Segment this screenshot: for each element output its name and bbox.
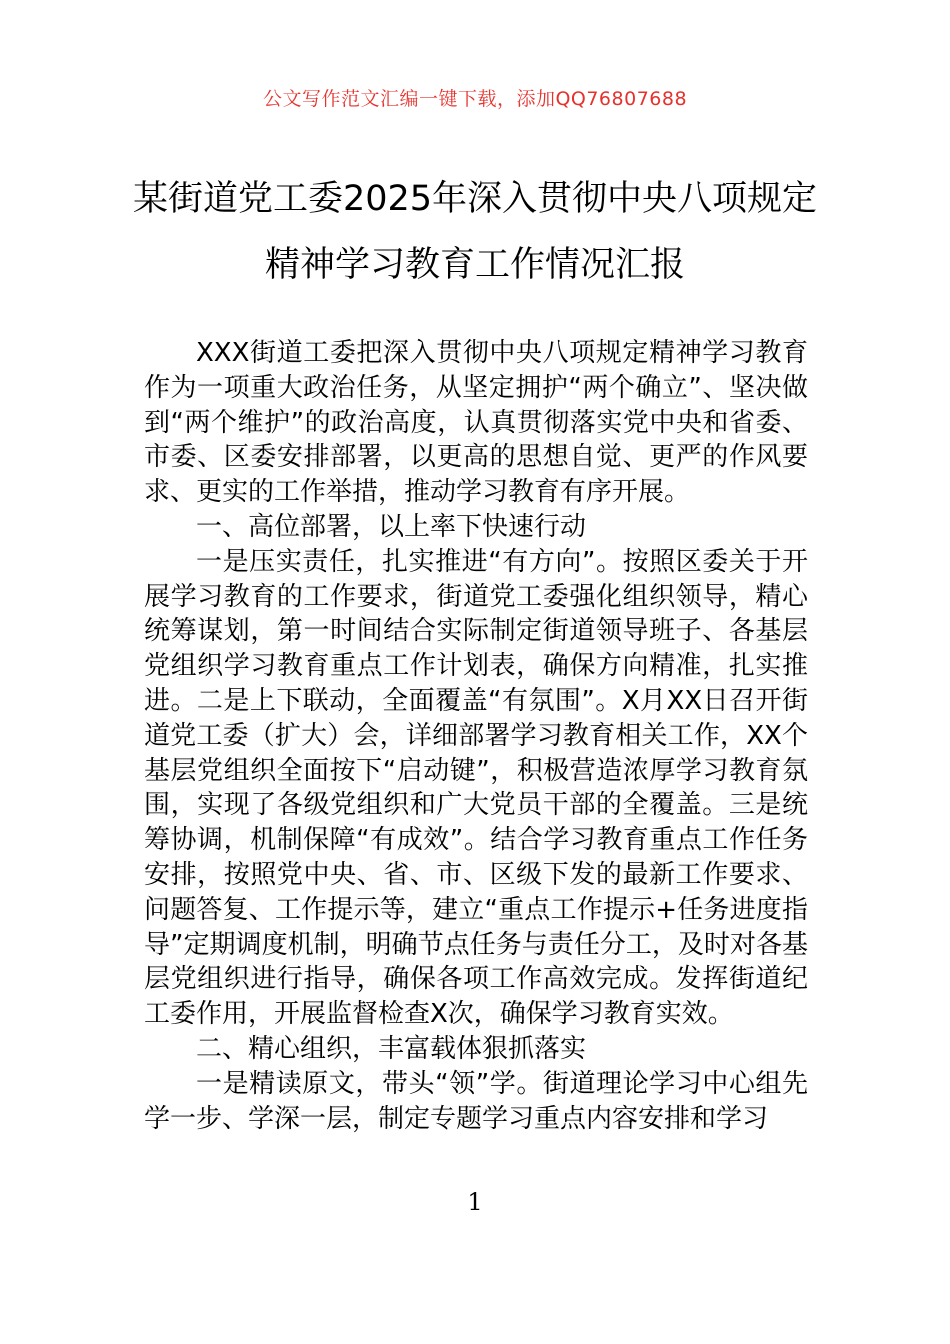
page-number: 1 — [467, 1188, 483, 1216]
section-heading-1: 一、高位部署，以上率下快速行动 — [196, 511, 587, 542]
paragraph-section-1: 一是压实责任，扎实推进“有方向”。按照区委关于开展学习教育的工作要求，街道党工委强化组织领导，精心统筹谋划，第一时间结合实际制定街道领导班子、各基层党组织学习教育重点工作计划表，确保方向精准，扎实推进。二是上下联动，全面覆盖“有氛围”。X月XX日召开街道党工委（扩大）会，详细部署学习教育相关工作，XX个基层党组织全面按下“启动键”，积极营造浓厚学习教育氛围，实现了各级党组织和广大党员干部的全覆盖。三是统筹协调，机制保障“有成效”。结合学习教育重点工作任务安排，按照党中央、省、市、区级下发的最新工作要求、问题答复、工作提示等，建立“重点工作提示+任务进度指导”定期调度机制，明确节点任务与责任分工，及时对各基层党组织进行指导，确保各项工作高效完成。发挥街道纪工委作用，开展监督检查X次，确保学习教育实效。 — [144, 546, 808, 1030]
document-body — [144, 336, 808, 1136]
paragraph-section-2: 一是精读原文，带头“领”学。街道理论学习中心组先学一步、学深一层，制定专题学习重点内容安排和学习 — [144, 1068, 808, 1134]
header-note: 公文写作范文汇编一键下载，添加QQ76807688 — [262, 88, 688, 110]
document-title: 某街道党工委2025年深入贯彻中央八项规定精神学习教育工作情况汇报 — [132, 179, 818, 285]
paragraph-intro: XXX街道工委把深入贯彻中央八项规定精神学习教育作为一项重大政治任务，从坚定拥护“两个确立”、坚决做到“两个维护”的政治高度，认真贯彻落实党中央和省委、市委、区委安排部署，以更高的思想自觉、更严的作风要求、更实的工作举措，推动学习教育有序开展。 — [144, 338, 808, 508]
section-heading-2: 二、精心组织，丰富载体狠抓落实 — [196, 1033, 587, 1064]
